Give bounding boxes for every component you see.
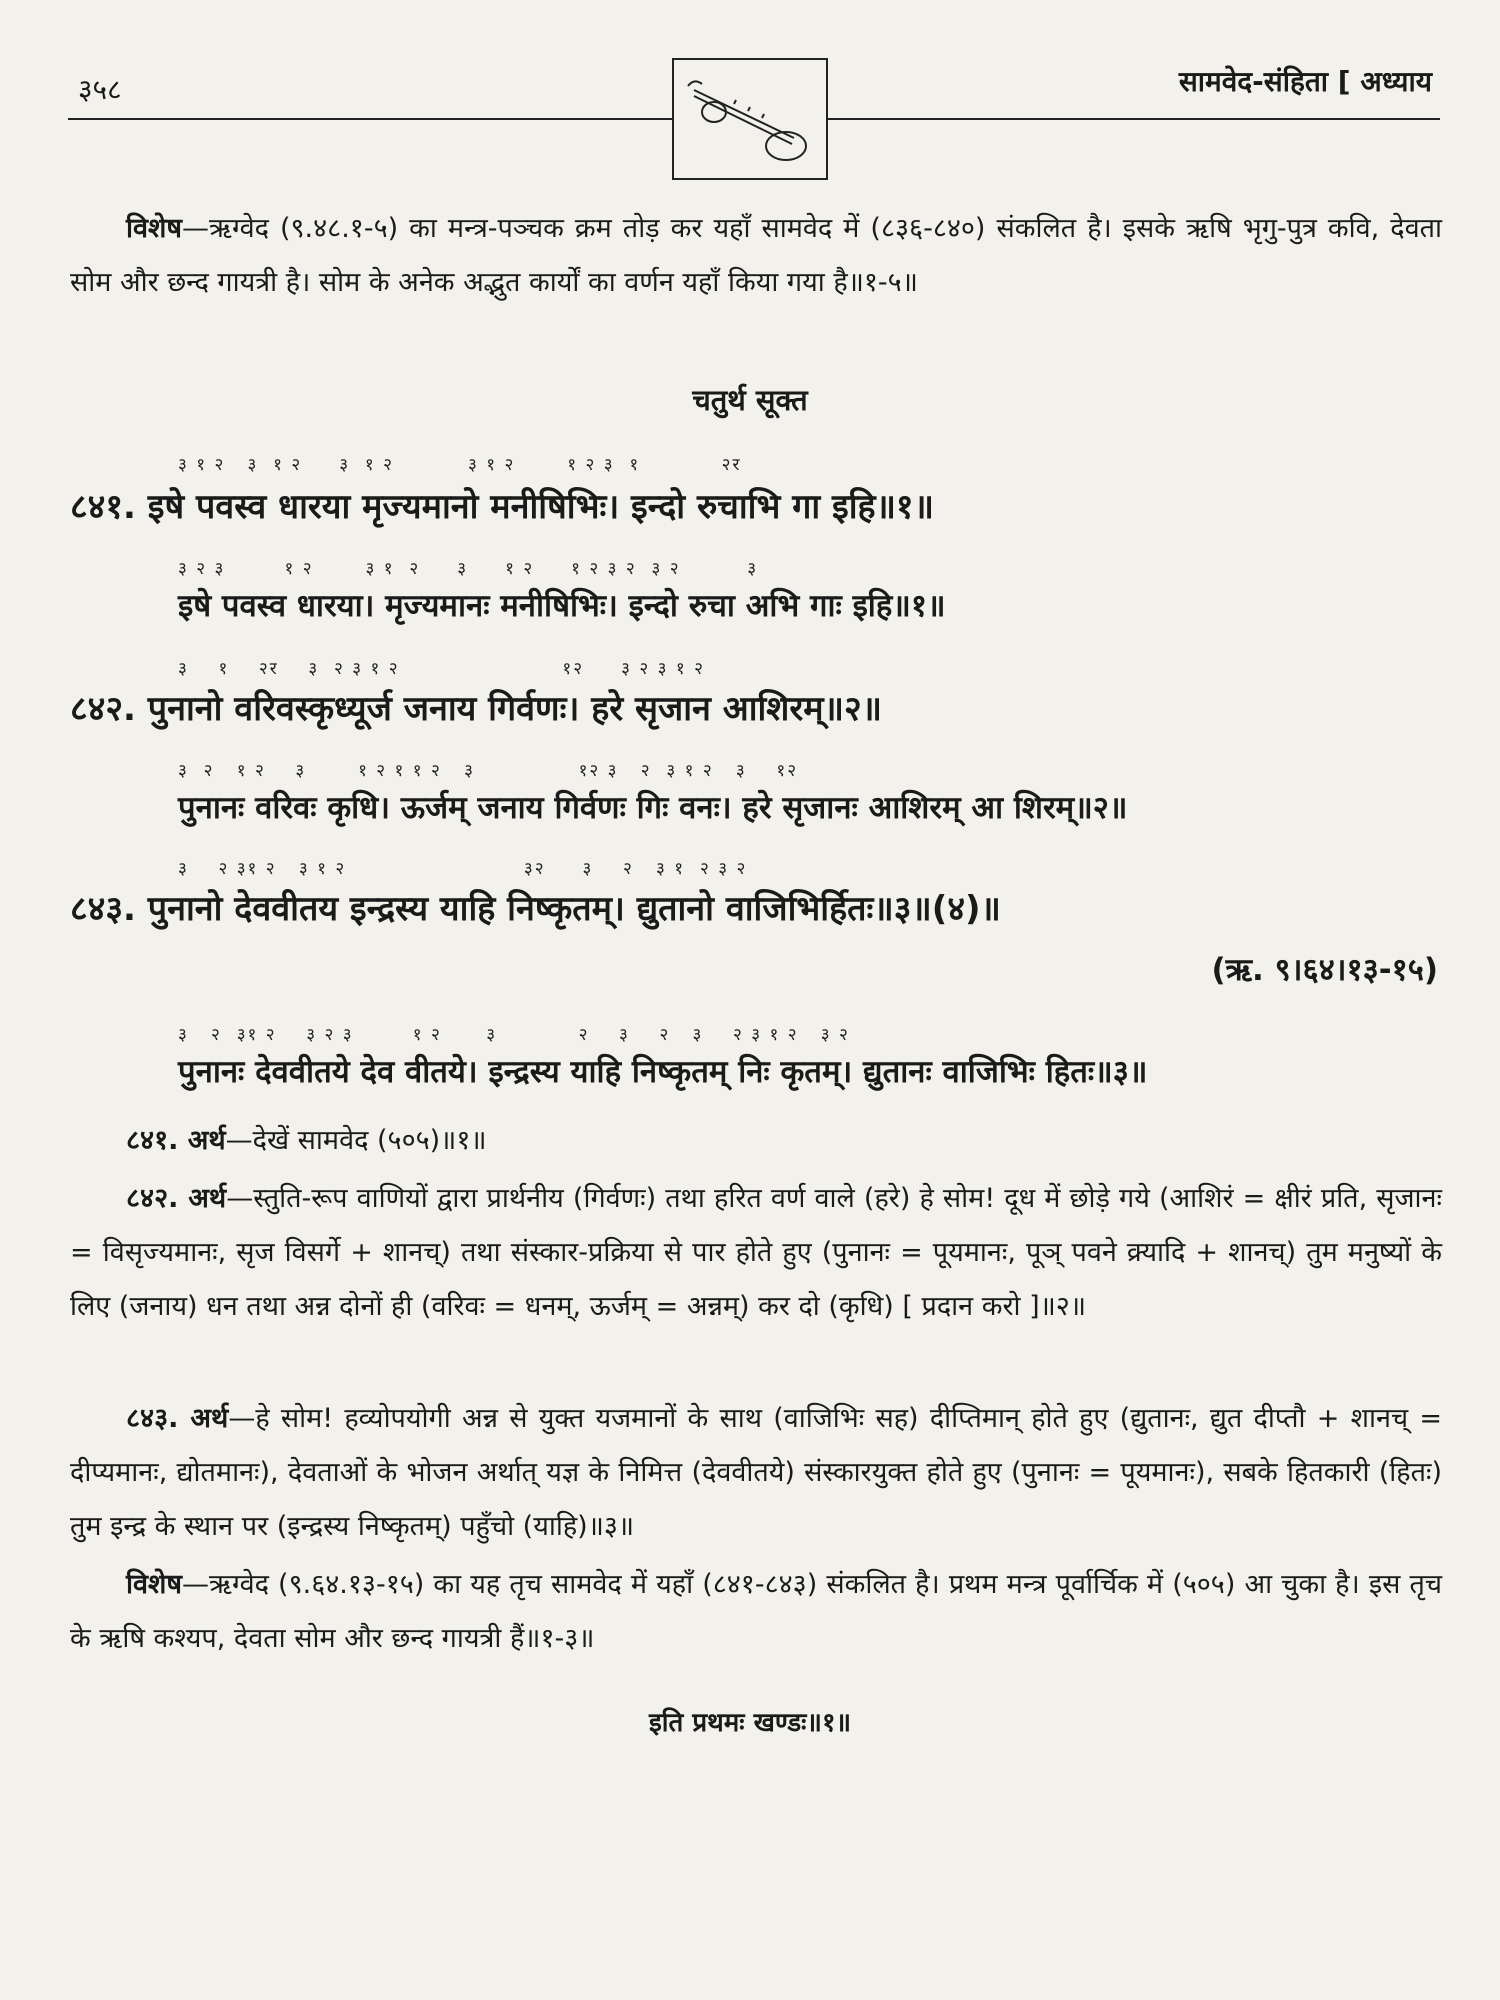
svara-marks: ३ २ १ २ ३ १ २ १ १ २ ३ १२ ३ २ ३ १ २ ३ १२ [178, 761, 799, 781]
arth-text: —हे सोम! हव्योपयोगी अन्न से युक्त यजमानों के साथ (वाजिभिः सह) दीप्तिमान् होते हुए (द्युतानः, द्युत दीप्तौ + शानच् = दीप्यमानः, द्योतमानः), देवताओं के भोजन अर्थात् यज्ञ के निमित्त (देववीतये) संस्कारयुक्त होते हुए (पुनानः = पूयमानः), सबके हितकारी (हितः) तुम इन्द्र के स्थान पर (इन्द्रस्य निष्कृतम्) पहुँचो (याहि)॥३॥ [70, 1403, 1442, 1542]
padapatha-843: पुनानः देववीतये देव वीतये। इन्द्रस्य याहि निष्कृतम् निः कृतम्। द्युतानः वाजिभिः हितः॥३॥ [178, 1054, 1148, 1090]
svara-marks: ३ २ ३१ २ ३ १ २ ३२ ३ २ ३ १ २ ३ २ [178, 859, 748, 879]
svara-marks: ३ १ २र ३ २ ३ १ २ १२ ३ २ ३ १ २ [178, 659, 705, 679]
arth-text: —स्तुति-रूप वाणियों द्वारा प्रार्थनीय (गिर्वणः) तथा हरित वर्ण वाले (हरे) हे सोम! दूध में छोड़े गये (आशिरं = क्षीरं प्रति, सृजानः = विसृज्यमानः, सृज विसर्गे + शानच्) तथा संस्कार-प्रक्रिया से पार होते हुए (पुनानः = पूयमानः, पूञ् पवने क्र्यादि + शानच्) तुम मनुष्यों के लिए (जनाय) धन तथा अन्न दोनों ही (वरिवः = धनम्, ऊर्जम् = अन्नम्) कर दो (कृधि) [ प्रदान करो ]॥२॥ [70, 1183, 1442, 1322]
vishesh-paragraph-1 [70, 202, 1442, 310]
vishesh-text: —ऋग्वेद (९.४८.१-५) का मन्त्र-पञ्चक क्रम तोड़ कर यहाँ सामवेद में (८३६-८४०) संकलित है। इसके ऋषि भृगु-पुत्र कवि, देवता सोम और छन्द गायत्री है। सोम के अनेक अद्भुत कार्यों का वर्णन यहाँ किया गया है॥१-५॥ [70, 213, 1442, 298]
vishesh-paragraph-2 [70, 1558, 1442, 1666]
running-title: सामवेद-संहिता [ अध्याय [1178, 65, 1432, 98]
veena-icon [674, 60, 826, 178]
arth-843 [70, 1392, 1442, 1554]
padapatha-842: पुनानः वरिवः कृधि। ऊर्जम् जनाय गिर्वणः गिः वनः। हरे सृजानः आशिरम् आ शिरम्॥२॥ [178, 790, 1128, 826]
vishesh-label: विशेष [126, 213, 182, 244]
svara-marks: ३ १ २ ३ १ २ ३ १ २ ३ १ २ १ २ ३ १ २र [178, 455, 742, 475]
mantra-842: ८४२. पुनानो वरिवस्कृध्यूर्ज जनाय गिर्वणः। हरे सृजान आशिरम्॥२॥ [70, 689, 883, 729]
section-end: इति प्रथमः खण्डः॥१॥ [648, 1708, 852, 1738]
arth-text: —देखें सामवेद (५०५)॥१॥ [225, 1125, 487, 1156]
rigveda-reference: (ऋ. ९।६४।१३-१५) [1211, 952, 1438, 988]
vishesh-text: —ऋग्वेद (९.६४.१३-१५) का यह तृच सामवेद में यहाँ (८४१-८४३) संकलित है। प्रथम मन्त्र पूर्वार्चिक में (५०५) आ चुका है। इस तृच के ऋषि कश्यप, देवता सोम और छन्द गायत्री हैं॥१-३॥ [70, 1569, 1442, 1654]
mantra-841: ८४१. इषे पवस्व धारया मृज्यमानो मनीषिभिः। इन्दो रुचाभि गा इहि॥१॥ [70, 487, 934, 527]
svara-marks: ३ २ ३१ २ ३ २ ३ १ २ ३ २ ३ २ ३ २ ३ १ २ ३ २ [178, 1025, 850, 1045]
mantra-843: ८४३. पुनानो देववीतय इन्द्रस्य याहि निष्कृतम्। द्युतानो वाजिभिर्हितः॥३॥(४)॥ [70, 889, 1001, 929]
arth-841 [70, 1114, 1442, 1168]
arth-label: ८४२. अर्थ [126, 1183, 227, 1214]
header-emblem [672, 58, 828, 180]
page-number: ३५८ [78, 73, 122, 106]
sukta-heading: चतुर्थ सूक्त [692, 383, 808, 417]
padapatha-841: इषे पवस्व धारया। मृज्यमानः मनीषिभिः। इन्दो रुचा अभि गाः इहि॥१॥ [178, 588, 946, 624]
arth-label: ८४३. अर्थ [126, 1403, 229, 1434]
svara-marks: ३ २ ३ १ २ ३ १ २ ३ १ २ १ २ ३ २ ३ २ ३ [178, 559, 759, 579]
vishesh-label: विशेष [126, 1569, 182, 1600]
arth-label: ८४१. अर्थ [126, 1125, 226, 1156]
arth-842 [70, 1172, 1442, 1334]
